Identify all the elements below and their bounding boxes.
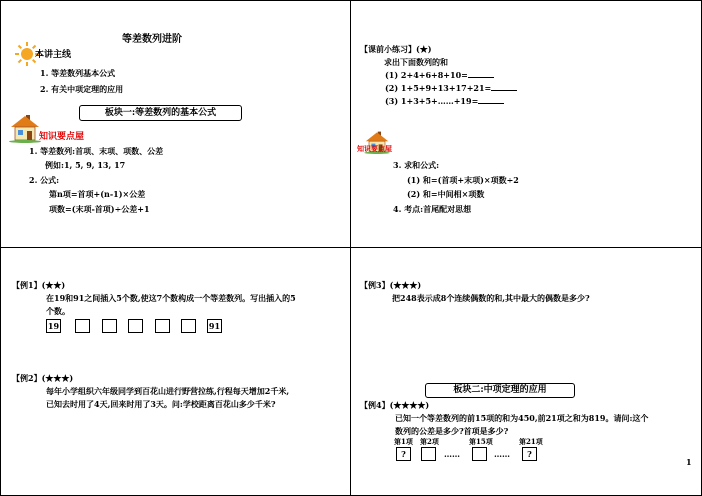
- outline-heading: 本讲主线: [35, 50, 72, 60]
- knowledge-item-3: 3. 求和公式:: [393, 160, 440, 170]
- example2-text-line2: 已知去时用了4天,回来时用了3天。问:学校距离百花山多少千米?: [46, 399, 276, 409]
- example2-text-line1: 每年小学组织六年级同学到百花山进行野营拉练,行程每天增加2千米,: [46, 386, 290, 396]
- sequence-box-blank[interactable]: [128, 319, 143, 333]
- sequence-box-first: 19: [47, 321, 60, 331]
- answer-blank[interactable]: [491, 83, 517, 91]
- practice-prompt: 求出下面数列的和: [384, 57, 448, 67]
- sum-formula-1: (1) 和=(首项+末项)×项数÷2: [407, 175, 519, 185]
- example1-heading: 【例1】(★★): [12, 280, 66, 290]
- term-label-2: 第2项: [420, 437, 439, 446]
- example4-text-line1: 已知一个等差数列的前15项的和为450,前21项之和为819。请问:这个: [395, 413, 649, 423]
- sequence-box-last: 91: [208, 321, 221, 331]
- term-label-15: 第15项: [469, 437, 493, 446]
- knowledge-item-1: 1. 等差数列:首项、末项、项数、公差: [29, 146, 164, 156]
- house-icon: [8, 113, 42, 143]
- answer-blank[interactable]: [468, 70, 494, 78]
- term-label-21: 第21项: [519, 437, 543, 446]
- sequence-box-blank[interactable]: [181, 319, 196, 333]
- sum-formula-2: (2) 和=中间相×项数: [407, 189, 485, 199]
- example3-text: 把248表示成8个连续偶数的和,其中最大的偶数是多少?: [392, 293, 590, 303]
- answer-blank[interactable]: [478, 96, 504, 104]
- outline-item-1: 1. 等差数列基本公式: [40, 68, 116, 78]
- sequence-box-blank[interactable]: [75, 319, 90, 333]
- module1-banner: 板块一:等差数列的基本公式: [79, 105, 242, 121]
- example4-heading: 【例4】(★★★★): [360, 400, 430, 410]
- term-label-1: 第1项: [394, 437, 413, 446]
- practice-item-1: (1) 2+4+6+8+10=: [385, 70, 494, 80]
- outline-item-2: 2. 有关中项定理的应用: [40, 84, 124, 94]
- page-number: 1: [686, 457, 692, 467]
- ellipsis: ……: [444, 449, 460, 459]
- example1-text-line1: 在19和91之间插入5个数,使这7个数构成一个等差数列。写出插入的5: [46, 293, 296, 303]
- practice-item-2: (2) 1+5+9+13+17+21=: [385, 83, 517, 93]
- page-title: 等差数列进阶: [122, 34, 182, 45]
- vertical-divider: [350, 0, 351, 496]
- term-box-2[interactable]: [421, 447, 436, 461]
- term-box-21: ?: [522, 447, 537, 461]
- ellipsis: ……: [494, 449, 510, 459]
- module2-banner: 板块二:中项定理的应用: [425, 383, 575, 398]
- example1-text-line2: 个数。: [46, 306, 70, 316]
- knowledge-heading-left: 知识要点屋: [39, 132, 85, 142]
- formula-nth-term: 第n项=首项+(n-1)×公差: [49, 189, 146, 199]
- knowledge-item-4: 4. 考点:首尾配对思想: [393, 204, 472, 214]
- knowledge-heading-right: 知识要点屋: [357, 144, 392, 153]
- practice-heading: 【课前小练习】(★): [360, 44, 432, 54]
- example4-text-line2: 数列的公差是多少?首项是多少?: [395, 426, 509, 436]
- example2-heading: 【例2】(★★★): [12, 373, 74, 383]
- formula-term-count: 项数=(末项-首项)÷公差+1: [49, 204, 150, 214]
- practice-item-3: (3) 1+3+5+……+19=: [385, 96, 504, 106]
- example3-heading: 【例3】(★★★): [360, 280, 422, 290]
- knowledge-item-2: 2. 公式:: [29, 175, 60, 185]
- sequence-box-blank[interactable]: [155, 319, 170, 333]
- horizontal-divider: [0, 247, 702, 248]
- sequence-box-blank[interactable]: [102, 319, 117, 333]
- knowledge-example: 例如:1, 5, 9, 13, 17: [45, 160, 126, 170]
- term-box-15[interactable]: [472, 447, 487, 461]
- term-box-1: ?: [396, 447, 411, 461]
